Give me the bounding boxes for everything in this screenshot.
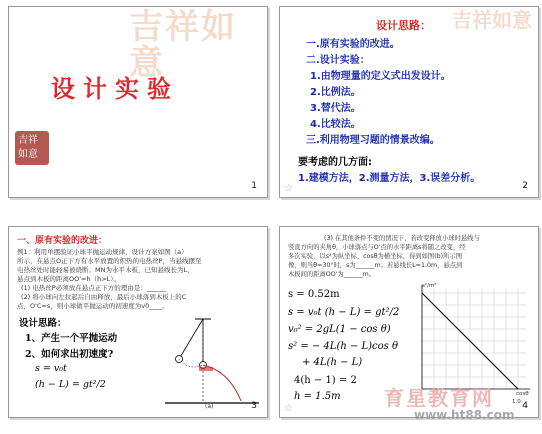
watermark-url: www.ht88.com <box>414 408 515 422</box>
slide-thumbnail-1[interactable] <box>8 6 268 198</box>
equation: s = v₀t (h − L) = gt²/2 <box>288 307 400 318</box>
decorative-calligraphy: 吉祥如意 <box>129 7 237 83</box>
problem-line: 电热丝处时能轻易被烧断；MN为水平木板，已知悬线长为L， <box>17 266 194 274</box>
slide-title: 设计实验 <box>51 74 179 103</box>
problem-line: (1) 电热丝P必须放在悬点正下方的理由是：______ <box>21 284 167 292</box>
pendulum-diagram <box>159 315 263 413</box>
list-item: 3.替代法。 <box>310 103 361 114</box>
problem-line: 多次实验，以s²为纵坐标、cosθ为横坐标，得到如图(b)所示图 <box>288 253 462 260</box>
problem-line: 悬点到木板的距离OO'=h（h>L）。 <box>17 275 121 283</box>
slide-heading: 设计思路： <box>376 19 431 32</box>
problem-line: 竖直方向的夹角θ，小球落点与O'点的水平距离s将随之改变，经 <box>288 244 466 251</box>
list-item: 4.比较法。 <box>310 119 361 130</box>
equation: + 4L(h − L) <box>302 357 363 368</box>
graph-y-label: s²/m² <box>422 283 437 289</box>
problem-line: 例1：利用单摆验证小球平抛运动规律，设计方案如图（a） <box>17 248 188 256</box>
seal-stamp-logo: 吉祥如意 <box>15 131 49 165</box>
star-icon: ☆ <box>284 403 293 414</box>
page-number: 1 <box>251 181 257 191</box>
watermark-logo-text: 育星教育网 <box>384 386 494 410</box>
list-item: 一.原有实验的改进。 <box>306 39 400 50</box>
section-title: 一、原有实验的改进： <box>17 236 108 246</box>
problem-line: 像，则当θ=30°时，s为______m；若悬线长L=1.0m，悬点到 <box>288 262 463 269</box>
graph-axis-value: 1.0 <box>512 399 521 405</box>
graph-x-label: cosθ <box>516 391 529 397</box>
problem-line: 木板间的距离OO'为______m。 <box>288 271 376 278</box>
page-number: 4 <box>522 401 528 411</box>
list-item: 三.利用物理习题的情景改编。 <box>306 135 440 146</box>
equation: s² = − 4L(h − L)cos θ <box>288 341 399 352</box>
problem-line: 所示，在悬点O正下方有水平放置的炽热的电热丝P，当悬线摆至 <box>17 257 202 265</box>
list-item: 2.比例法。 <box>310 87 361 98</box>
answer-equation: h = 1.5m <box>294 391 341 402</box>
equation: (h − L) = gt²/2 <box>35 379 106 390</box>
answer-equation: s = 0.52m <box>288 289 340 300</box>
equation: s = v₀t <box>35 363 67 374</box>
page-number: 3 <box>251 401 257 411</box>
design-step: 1、产生一个平抛运动 <box>25 333 118 344</box>
star-icon: ☆ <box>284 183 293 194</box>
equation: v₀² = 2gL(1 − cos θ) <box>288 324 391 335</box>
design-step: 2、如何求出初速度? <box>25 349 114 360</box>
decorative-calligraphy: 吉祥如意 <box>452 8 532 32</box>
list-item: 二.设计实验： <box>306 55 370 66</box>
slide-thumbnail-3[interactable] <box>8 226 268 418</box>
figure-label: (a) <box>205 403 214 410</box>
problem-line: 点，O'C=s，则小球做平抛运动的初速度为v0____。 <box>17 302 169 310</box>
equation: 4(h − 1) = 2 <box>294 375 357 386</box>
problem-line: (3) 在其他条件不变的情况下，若改变释放小球时悬线与 <box>324 235 480 242</box>
problem-line: (2) 将小球向左拉起后自由释放，最后小球落到木板上的C <box>21 293 187 301</box>
page-number: 2 <box>522 181 528 191</box>
considerations-text: 1.建模方法，2.测量方法，3.误差分析。 <box>298 173 481 184</box>
considerations-label: 要考虑的几方面: <box>298 157 372 168</box>
design-label: 设计思路： <box>19 318 67 329</box>
slide-thumbnail-2[interactable] <box>279 6 539 198</box>
list-item: 1.由物理量的定义式出发设计。 <box>310 71 451 82</box>
